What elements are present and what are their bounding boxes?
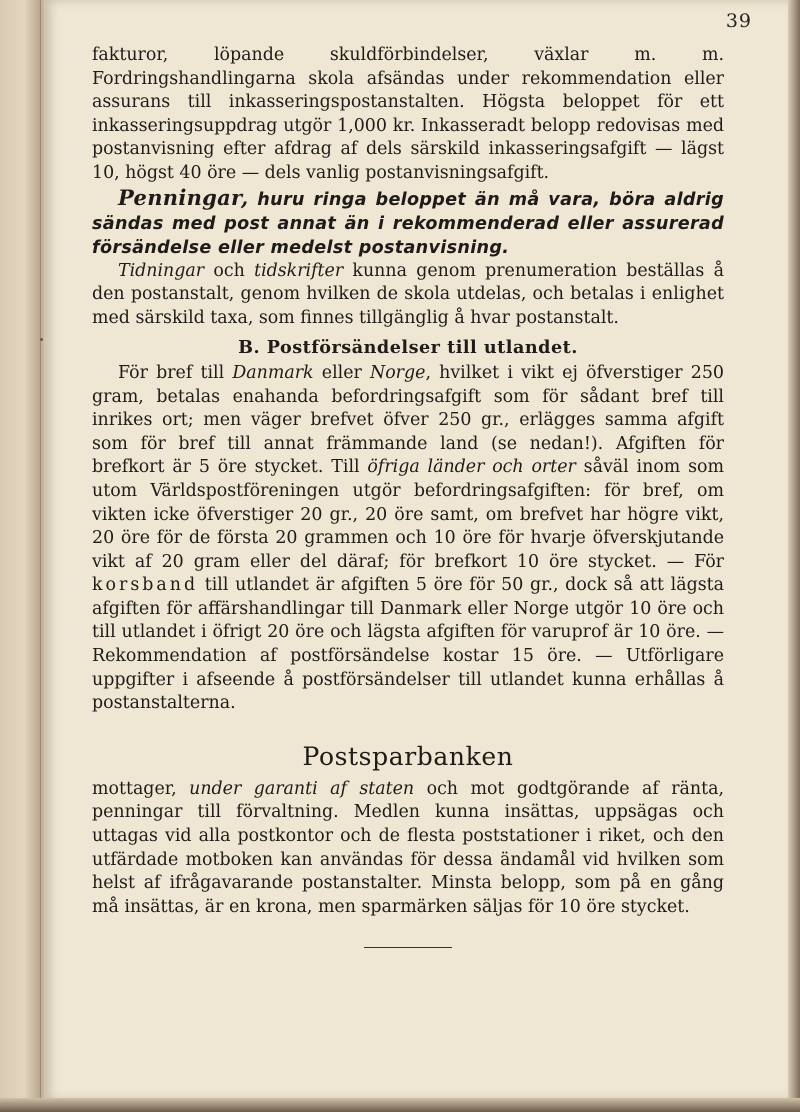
paragraph-postsparbanken [92, 778, 724, 920]
bottom-page-edge [0, 1098, 800, 1112]
text-fragment: till utlandet är afgiften 5 öre för 50 gr., dock så att lägsta afgiften för affärshandlingar till Danmark eller Norge utgör 10 öre och till utlandet i öfrigt 20 öre och lägsta afgiften för varuprof är 10 öre. — Rekommendation af postförsändelse kostar 15 öre. — Utförligare uppgifter i afseende å postförsändelser till utlandet kunna erhållas å postanstalterna. [92, 575, 724, 714]
right-page-edge [788, 0, 800, 1112]
page-number: 39 [725, 10, 752, 32]
left-page-edge [0, 0, 41, 1112]
text-fragment: , hvilket i vikt ej öfverstiger 250 gram, betalas enahanda befordringsafgift som för sådant bref till inrikes ort; men väger brefvet öfver 250 gr., erlägges samma afgift som för bref till annat främmande land (se nedan!). Afgiften för brefkort är 5 öre stycket. Till [92, 362, 724, 478]
text-fragment: och [204, 260, 255, 281]
closing-rule [364, 947, 452, 948]
body-text [92, 44, 724, 948]
text-fragment: såväl inom som utom Världspostföreningen utgör befordringsafgiften: för bref, om vikten icke öfverstiger 20 gr., 20 öre samt, om brefvet har högre vikt, 20 öre för de första 20 grammen och 10 öre för hvarje öfverskjutande vikt af 20 gram eller del däraf; för brefkort 10 öre stycket. — För [92, 457, 724, 572]
term-norge: Norge [370, 362, 426, 383]
paragraph-inkassering: fakturor, löpande skuldförbindelser, växlar m. m. Fordringshandlingarna skola afsändas under rekommendation eller assurans till inkasseringspostanstalten. Högsta beloppet för ett inkasseringsuppdrag utgör 1,000 kr. Inkasseradt belopp redovisas med postanvisning efter afdrag af dels särskild inkasseringsafgift — lägst 10, högst 40 öre — dels vanlig postanvisningsafgift. [92, 45, 724, 183]
paragraph-tidningar [92, 260, 724, 331]
text-fragment: För bref till [118, 362, 233, 383]
text-fragment: kunna genom prenumeration beställas å den postanstalt, genom hvilken de skola utdelas, och betalas i enlighet med särskild taxa, som finnes tillgänglig å hvar postanstalt. [92, 260, 725, 328]
notice-lead: Penningar, [118, 184, 249, 210]
margin-mark [40, 338, 43, 341]
term-danmark: Danmark [232, 362, 314, 383]
paragraph-utlandet [92, 362, 724, 716]
text-fragment: mottager, [92, 778, 190, 799]
text-fragment: och mot godtgörande af ränta, penningar till förvaltning. Medlen kunna insättas, uppsägas och uttagas vid alla postkontor och de flesta poststationer i riket, och den utfärdade motboken kan användas för dessa ändamål vid hvilken som helst af ifrågavarande postanstalter. Minsta belopp, som på en gång må insättas, är en krona, men sparmärken säljas för 10 öre stycket. [92, 778, 724, 917]
notice-rest: huru ringa beloppet än må vara, böra aldrig sändas med post annat än i rekommenderad eller assurerad försändelse eller medelst postanvisning. [92, 189, 724, 258]
term-tidningar: Tidningar [118, 260, 205, 281]
term-garanti: under garanti af staten [189, 778, 415, 799]
term-ovriga-lander: öfriga länder och orter [367, 457, 576, 478]
heading-utlandet: B. Postförsändelser till utlandet. [238, 337, 578, 359]
term-tidskrifter: tidskrifter [254, 260, 344, 281]
text-fragment: eller [313, 362, 370, 383]
term-korsband: korsband [92, 575, 199, 596]
notice-penningar [92, 186, 724, 260]
section-title-postsparbanken: Postsparbanken [302, 741, 514, 771]
